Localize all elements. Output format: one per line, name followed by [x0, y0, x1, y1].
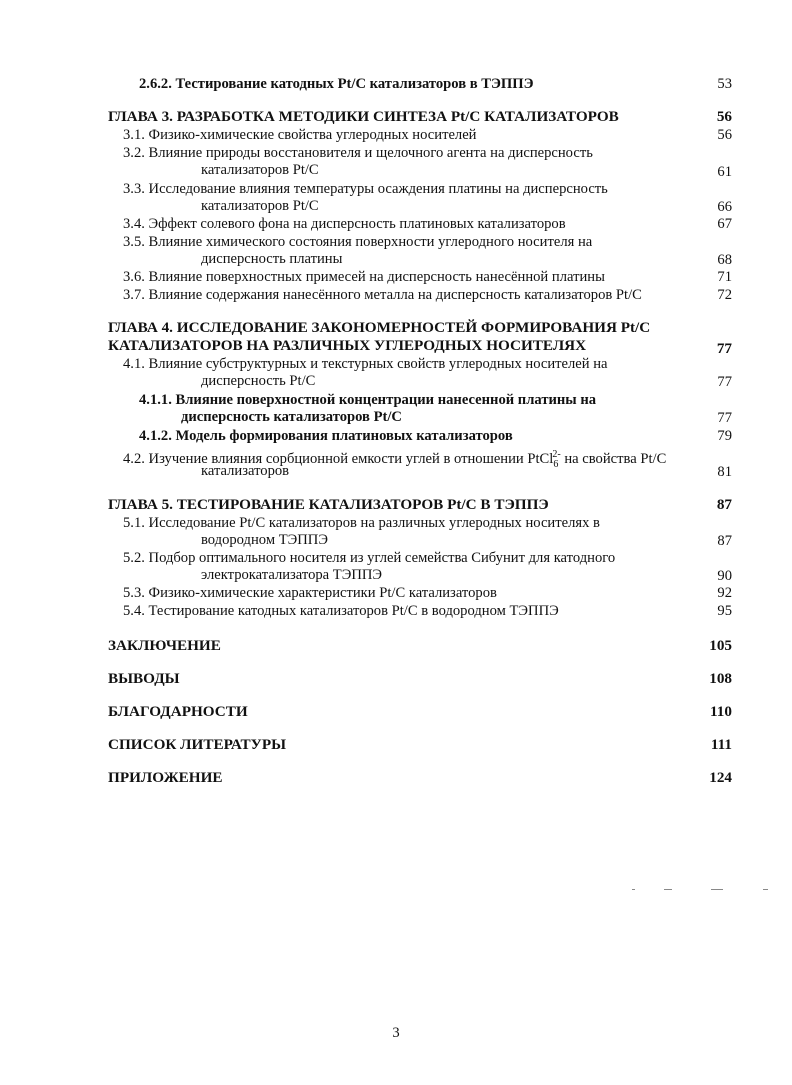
toc-page-chapter-3: 56 — [716, 108, 732, 125]
toc-page-5-4: 95 — [717, 603, 732, 619]
toc-entry-5-2-line2: электрокатализатора ТЭППЭ — [201, 567, 383, 583]
toc-page-conclusion: 105 — [709, 637, 732, 654]
toc-entry-3-1: 3.1. Физико-химические свойства углеродных носителей — [123, 127, 477, 143]
toc-page-appendix: 124 — [709, 769, 732, 786]
toc-chapter-5: ГЛАВА 5. ТЕСТИРОВАНИЕ КАТАЛИЗАТОРОВ Pt/C В ТЭППЭ — [108, 496, 549, 513]
toc-page-3-1: 56 — [717, 127, 732, 143]
toc-entry-4-1-2: 4.1.2. Модель формирования платиновых катализаторов — [139, 428, 513, 444]
toc-entry-3-2-line1: 3.2. Влияние природы восстановителя и щелочного агента на дисперсность — [123, 145, 593, 161]
toc-page-chapter-4: 77 — [716, 340, 732, 357]
toc-chapter-4-line1: ГЛАВА 4. ИССЛЕДОВАНИЕ ЗАКОНОМЕРНОСТЕЙ ФОРМИРОВАНИЯ Pt/C — [108, 319, 651, 336]
toc-page-chapter-5: 87 — [716, 496, 732, 513]
toc-entry-5-1-line1: 5.1. Исследование Pt/C катализаторов на различных углеродных носителях в — [123, 515, 600, 531]
toc-findings: ВЫВОДЫ — [108, 670, 180, 687]
toc-entry-4-1-line1: 4.1. Влияние субструктурных и текстурных свойств углеродных носителей на — [123, 356, 608, 372]
toc-page-3-6: 71 — [717, 269, 732, 285]
toc-entry-4-2-superscript: 2- — [552, 449, 561, 460]
toc-page-findings: 108 — [709, 670, 732, 687]
toc-page-5-2: 90 — [717, 568, 732, 584]
scan-artifact — [763, 889, 768, 890]
toc-entry-3-5-line2: дисперсность платины — [201, 251, 343, 267]
toc-references: СПИСОК ЛИТЕРАТУРЫ — [108, 736, 287, 753]
toc-page-5-3: 92 — [717, 585, 732, 601]
toc-entry-4-2-line2: катализаторов — [201, 463, 290, 479]
toc-entry-3-3-line2: катализаторов Pt/C — [201, 198, 319, 214]
toc-page-3-2: 61 — [717, 164, 732, 180]
toc-page-3-7: 72 — [717, 287, 732, 303]
toc-entry-4-2-text: 4.2. Изучение влияния сорбционной емкости углей в отношении PtCl — [123, 450, 554, 467]
toc-entry-3-6: 3.6. Влияние поверхностных примесей на дисперсность нанесённой платины — [123, 269, 605, 285]
toc-page-4-1-2: 79 — [717, 428, 732, 444]
toc-entry-2-6-2: 2.6.2. Тестирование катодных Pt/C катализаторов в ТЭППЭ — [139, 76, 534, 92]
toc-acknowledgements: БЛАГОДАРНОСТИ — [108, 703, 248, 720]
toc-page-4-2: 81 — [717, 464, 732, 480]
toc-entry-4-2-text-post: на свойства Pt/C — [560, 450, 667, 467]
toc-entry-3-2-line2: катализаторов Pt/C — [201, 162, 319, 178]
toc-page-3-4: 67 — [717, 216, 732, 232]
toc-entry-5-4: 5.4. Тестирование катодных катализаторов Pt/C в водородном ТЭППЭ — [123, 603, 559, 619]
toc-entry-4-2-subscript: 6 — [553, 458, 559, 470]
toc-page-references: 111 — [710, 736, 732, 753]
toc-entry-3-3-line1: 3.3. Исследование влияния температуры осаждения платины на дисперсность — [123, 181, 608, 197]
toc-entry-3-7: 3.7. Влияние содержания нанесённого металла на дисперсность катализаторов Pt/C — [123, 287, 642, 303]
toc-entry-4-1-1-line2: дисперсность катализаторов Pt/C — [181, 409, 402, 425]
toc-conclusion: ЗАКЛЮЧЕНИЕ — [108, 637, 221, 654]
scan-artifact — [711, 889, 723, 890]
page-number: 3 — [392, 1025, 400, 1041]
toc-page-2-6-2: 53 — [717, 76, 732, 92]
toc-page-3-3: 66 — [717, 199, 732, 215]
toc-page-4-1: 77 — [717, 374, 732, 390]
toc-page-acknowledgements: 110 — [710, 703, 732, 720]
scan-artifact — [664, 889, 672, 890]
toc-entry-3-4: 3.4. Эффект солевого фона на дисперсность платиновых катализаторов — [123, 216, 566, 232]
toc-page-3-5: 68 — [717, 252, 732, 268]
toc-appendix: ПРИЛОЖЕНИЕ — [108, 769, 223, 786]
toc-chapter-4-line2: КАТАЛИЗАТОРОВ НА РАЗЛИЧНЫХ УГЛЕРОДНЫХ НОСИТЕЛЯХ — [108, 337, 587, 354]
toc-chapter-3: ГЛАВА 3. РАЗРАБОТКА МЕТОДИКИ СИНТЕЗА Pt/C КАТАЛИЗАТОРОВ — [108, 108, 619, 125]
toc-entry-3-5-line1: 3.5. Влияние химического состояния поверхности углеродного носителя на — [123, 234, 593, 250]
toc-entry-5-1-line2: водородном ТЭППЭ — [201, 532, 328, 548]
toc-page-5-1: 87 — [717, 533, 732, 549]
toc-entry-5-3: 5.3. Физико-химические характеристики Pt/C катализаторов — [123, 585, 497, 601]
toc-entry-4-1-1-line1: 4.1.1. Влияние поверхностной концентрации нанесенной платины на — [139, 392, 597, 408]
toc-page-4-1-1: 77 — [717, 410, 732, 426]
toc-entry-4-1-line2: дисперсность Pt/C — [201, 373, 316, 389]
toc-entry-5-2-line1: 5.2. Подбор оптимального носителя из углей семейства Сибунит для катодного — [123, 550, 616, 566]
scan-artifact — [632, 889, 635, 890]
